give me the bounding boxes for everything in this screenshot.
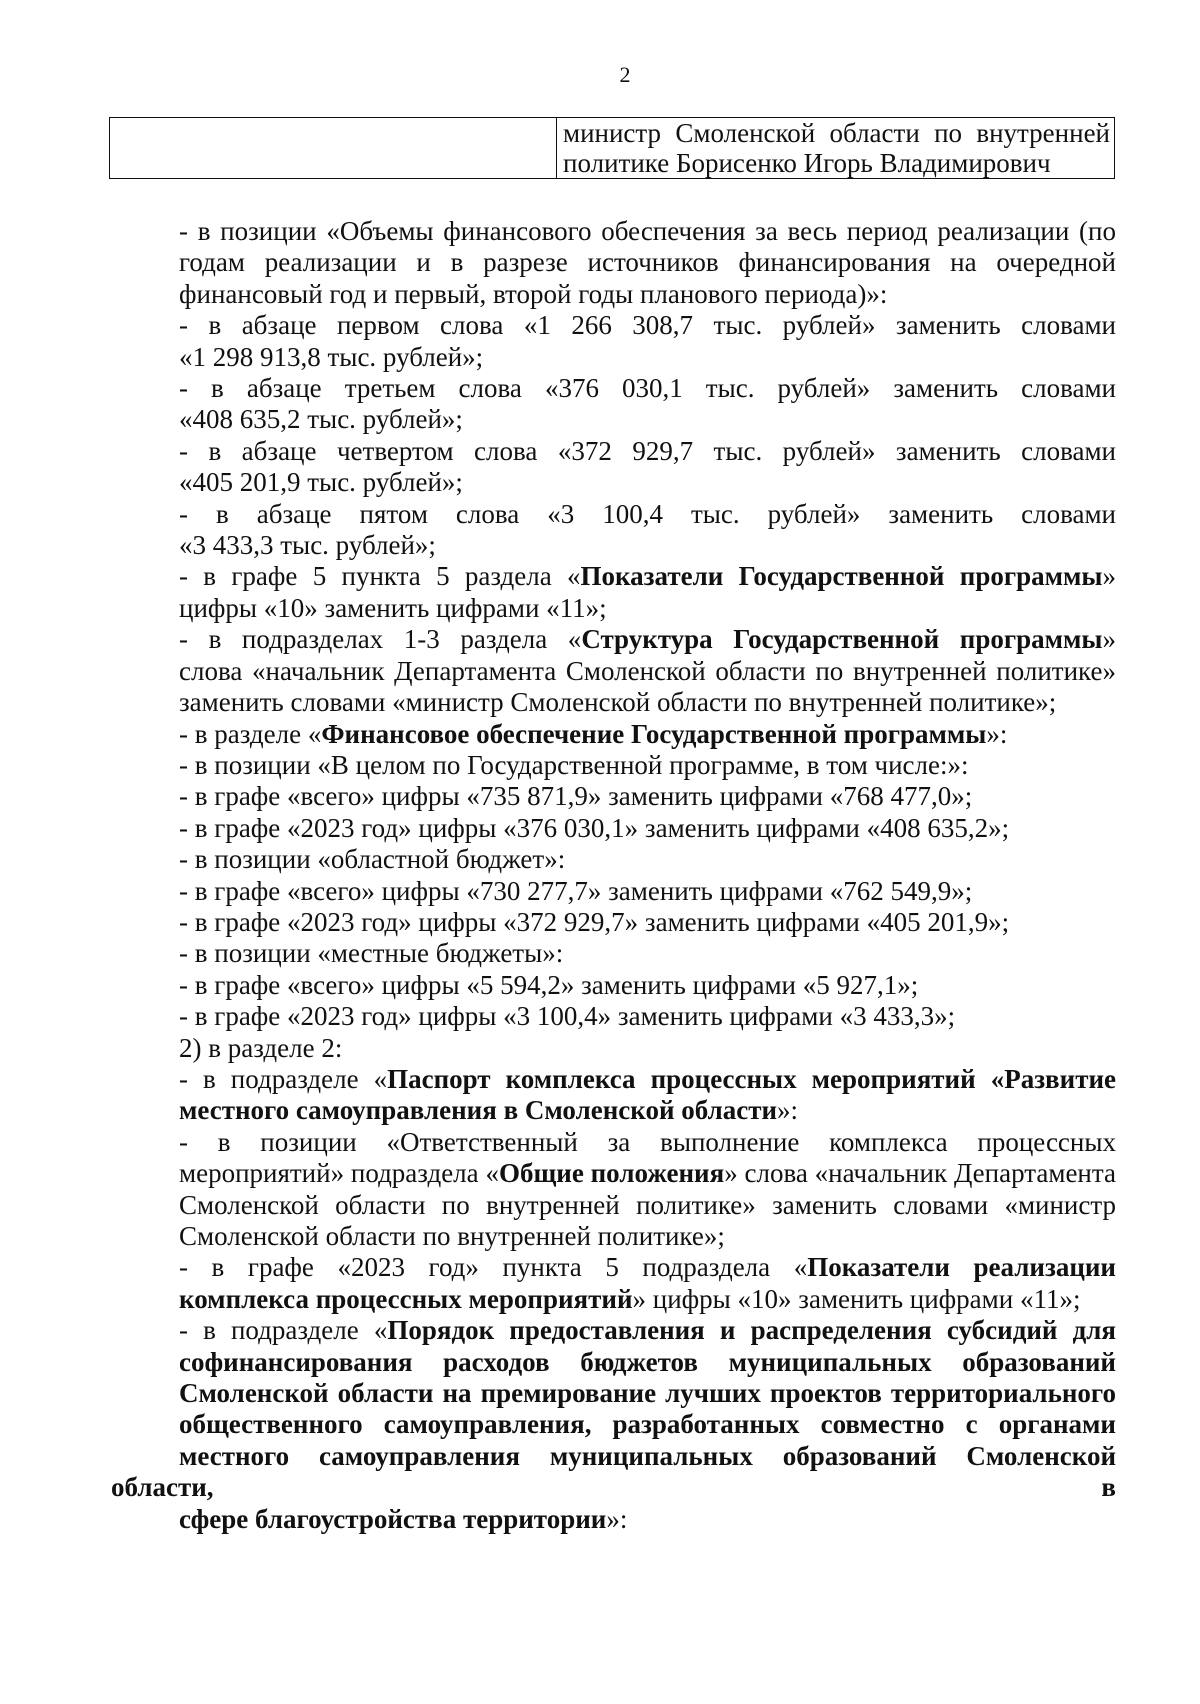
paragraph-22-bold-line-5: местного самоуправления муниципальных образований Смоленской области, в [111, 1440, 1116, 1503]
header-table-line-1: министр Смоленской области по внутренней [563, 118, 1110, 148]
paragraph-1-line-2: годам реализации и в разрезе источников финансирования на очередной [179, 247, 1116, 278]
paragraph-7-line-2: слова «начальник Департамента Смоленской области по внутренней политике» [179, 655, 1116, 686]
paragraph-6-bold-title: Показатели Государственной программы [580, 561, 1103, 592]
paragraph-19-bold-line-2: местного самоуправления в Смоленской области [179, 1095, 778, 1126]
paragraph-22-bold-line-1: Порядок предоставления и распределения субсидий для [387, 1315, 1116, 1346]
paragraph-12: - в позиции «областной бюджет»: [179, 844, 566, 875]
paragraph-22-line-4 [111, 1409, 1116, 1440]
paragraph-21 [111, 1252, 1116, 1315]
paragraph-7-bold-title: Структура Государственной программы [581, 624, 1103, 655]
paragraph-18: 2) в разделе 2: [179, 1032, 343, 1063]
paragraph-7-line-1 [111, 624, 1116, 655]
paragraph-10: - в графе «всего» цифры «735 871,9» заменить цифрами «768 477,0»; [179, 781, 973, 812]
paragraph-22-bold-line-6: сфере благоустройства территории [179, 1503, 607, 1534]
page-number: 2 [619, 62, 631, 87]
paragraph-20 [111, 1127, 1116, 1253]
paragraph-19-suffix: »: [777, 1095, 799, 1126]
header-table-left-cell [110, 118, 557, 179]
paragraph-22-prefix: - в подразделе « [179, 1315, 388, 1346]
paragraph-4 [111, 436, 1116, 499]
paragraph-21-suffix: » цифры «10» заменить цифрами «11»; [632, 1283, 1081, 1314]
paragraph-6-line-1 [111, 561, 1116, 592]
paragraph-2-line-1: - в абзаце первом слова «1 266 308,7 тыс. рублей» заменить словами [179, 310, 1116, 341]
paragraph-5 [111, 499, 1116, 562]
paragraph-19 [111, 1064, 1116, 1127]
paragraph-20-line-2 [111, 1158, 1116, 1189]
paragraph-4-line-2: «405 201,9 тыс. рублей»; [179, 467, 463, 498]
paragraph-1 [111, 216, 1116, 310]
paragraph-16: - в графе «всего» цифры «5 594,2» заменить цифрами «5 927,1»; [179, 969, 919, 1000]
paragraph-20-line-4: Смоленской области по внутренней политике»; [179, 1221, 725, 1251]
paragraph-21-line-1 [111, 1252, 1116, 1283]
paragraph-8-prefix: - в разделе « [179, 718, 322, 749]
paragraph-20-prefix: мероприятий» подраздела « [179, 1158, 499, 1189]
paragraph-6-prefix: - в графе 5 пункта 5 раздела « [179, 561, 581, 592]
paragraph-3 [111, 373, 1116, 436]
paragraph-3-line-1: - в абзаце третьем слова «376 030,1 тыс. рублей» заменить словами [179, 373, 1116, 404]
paragraph-20-bold-title: Общие положения [498, 1158, 725, 1189]
paragraph-17: - в графе «2023 год» цифры «3 100,4» заменить цифрами «3 433,3»; [179, 1001, 956, 1032]
paragraph-2-line-2: «1 298 913,8 тыс. рублей»; [179, 341, 484, 372]
paragraph-21-bold-line-2: комплекса процессных мероприятий [179, 1283, 633, 1314]
paragraph-7 [111, 624, 1116, 718]
paragraph-8-suffix: »: [986, 718, 1008, 749]
paragraph-3-line-2: «408 635,2 тыс. рублей»; [179, 404, 463, 435]
paragraph-7-suffix: » [1102, 624, 1116, 655]
paragraph-6-line-2: цифры «10» заменить цифрами «11»; [179, 592, 607, 623]
paragraph-1-line-3: финансовый год и первый, второй годы планового периода)»: [179, 278, 888, 309]
paragraph-22-line-3 [111, 1378, 1116, 1409]
paragraph-2 [111, 310, 1116, 373]
paragraph-19-line-1 [111, 1064, 1116, 1095]
paragraph-22-bold-line-4: общественного самоуправления, разработанных совместно с органами [179, 1409, 1116, 1440]
paragraph-20-line-1: - в позиции «Ответственный за выполнение комплекса процессных [179, 1126, 1116, 1157]
paragraph-5-line-1: - в абзаце пятом слова «3 100,4 тыс. рублей» заменить словами [179, 498, 1116, 529]
paragraph-22-line-2 [111, 1347, 1116, 1378]
paragraph-6 [111, 561, 1116, 624]
paragraph-8 [111, 719, 1116, 750]
paragraph-5-line-2: «3 433,3 тыс. рублей»; [179, 530, 436, 561]
paragraph-22-bold-line-3: Смоленской области на премирование лучших проектов территориального [179, 1378, 1116, 1409]
paragraph-22-line-6 [111, 1504, 1116, 1535]
paragraph-7-line-3: заменить словами «министр Смоленской области по внутренней политике»; [179, 687, 1057, 718]
paragraph-21-line-2 [111, 1284, 1116, 1315]
paragraph-19-line-2 [111, 1095, 1116, 1126]
paragraph-19-prefix: - в подразделе « [179, 1063, 388, 1094]
paragraph-4-line-1: - в абзаце четвертом слова «372 929,7 тыс. рублей» заменить словами [179, 435, 1116, 466]
paragraph-11: - в графе «2023 год» цифры «376 030,1» заменить цифрами «408 635,2»; [179, 812, 1010, 843]
paragraph-21-bold-line-1: Показатели реализации [807, 1252, 1116, 1283]
paragraph-20-line-3: Смоленской области по внутренней политике» заменить словами «министр [179, 1189, 1116, 1220]
paragraph-22-suffix: »: [606, 1503, 628, 1534]
paragraph-8-bold-title: Финансовое обеспечение Государственной программы [321, 718, 987, 749]
paragraph-1-line-1: - в позиции «Объемы финансового обеспечения за весь период реализации (по [179, 216, 1116, 246]
paragraph-22-bold-line-2: софинансирования расходов бюджетов муниципальных образований [179, 1346, 1116, 1377]
paragraph-22-line-1 [111, 1315, 1116, 1346]
paragraph-6-suffix: » [1102, 561, 1116, 592]
header-table-right-cell [557, 118, 1115, 179]
paragraph-15: - в позиции «местные бюджеты»: [179, 938, 564, 969]
paragraph-20-suffix: » слова «начальник Департамента [724, 1158, 1116, 1189]
document-body [111, 216, 1116, 1535]
header-table-line-2: политике Борисенко Игорь Владимирович [563, 148, 1051, 178]
paragraph-8-line-1 [111, 719, 1116, 750]
paragraph-9: - в позиции «В целом по Государственной программе, в том числе:»: [179, 749, 969, 780]
header-table [109, 117, 1115, 179]
paragraph-21-prefix: - в графе «2023 год» пункта 5 подраздела « [179, 1252, 808, 1283]
paragraph-7-prefix: - в подразделах 1-3 раздела « [179, 624, 582, 655]
paragraph-22 [111, 1315, 1116, 1535]
paragraph-14: - в графе «2023 год» цифры «372 929,7» заменить цифрами «405 201,9»; [179, 906, 1010, 937]
paragraph-13: - в графе «всего» цифры «730 277,7» заменить цифрами «762 549,9»; [179, 875, 973, 906]
paragraph-19-bold-line-1: Паспорт комплекса процессных мероприятий «Развитие [387, 1063, 1116, 1094]
paragraph-22-line-5 [111, 1441, 1116, 1504]
